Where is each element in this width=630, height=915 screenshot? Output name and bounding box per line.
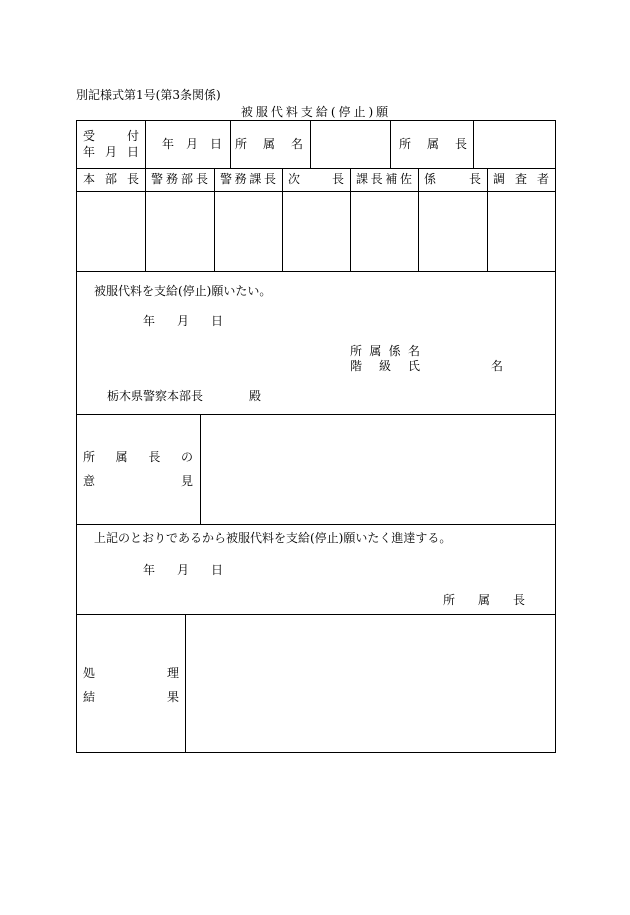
row-divider <box>77 271 555 272</box>
approval-header-jicho: 次 長 <box>288 172 344 186</box>
affiliation-name-label: 所 属 名 <box>235 137 303 151</box>
affiliation-head-label: 所 属 長 <box>399 137 467 151</box>
approval-header-keimubucho: 警 務 部 長 <box>151 172 208 186</box>
forwarding-date: 年 月 日 <box>143 563 223 577</box>
reception-label-line1: 受 付 <box>83 129 139 143</box>
col-divider <box>418 168 419 271</box>
col-divider <box>310 121 311 168</box>
form-number: 別記様式第1号(第3条関係) <box>76 88 221 102</box>
approval-header-kakaricho: 係 長 <box>424 172 481 186</box>
row-divider <box>77 414 555 415</box>
col-divider <box>230 121 231 168</box>
col-divider <box>390 121 391 168</box>
row-divider <box>77 524 555 525</box>
col-divider <box>185 614 186 752</box>
affiliation-dept-label: 所 属 係 名 <box>350 344 420 358</box>
col-divider <box>145 168 146 271</box>
opinion-label-line2: 意 見 <box>83 474 193 488</box>
col-divider <box>145 121 146 168</box>
row-divider <box>77 191 555 192</box>
col-divider <box>473 121 474 168</box>
rank-name-label: 階 級 氏 <box>350 359 420 373</box>
document-title: 被服代料支給(停止)願 <box>240 105 392 119</box>
addressee: 栃木県警察本部長 <box>107 389 204 403</box>
approval-header-honbucho: 本 部 長 <box>83 172 139 186</box>
honorific: 殿 <box>249 389 262 403</box>
reception-label-line2: 年 月 日 <box>83 145 139 159</box>
col-divider <box>282 168 283 271</box>
forwarding-head-label: 所 属 長 <box>443 593 525 607</box>
result-label-line2: 結 果 <box>83 690 179 704</box>
form-table <box>76 120 556 753</box>
reception-date: 年 月 日 <box>162 137 222 151</box>
name-suffix: 名 <box>491 359 504 373</box>
opinion-label-line1: 所 属 長 の <box>83 450 193 464</box>
request-date: 年 月 日 <box>143 314 223 328</box>
result-label-line1: 処 理 <box>83 666 179 680</box>
col-divider <box>350 168 351 271</box>
forwarding-statement: 上記のとおりであるから被服代料を支給(停止)願いたく進達する。 <box>94 531 452 545</box>
request-statement: 被服代料を支給(停止)願いたい。 <box>94 284 272 298</box>
col-divider <box>214 168 215 271</box>
approval-header-keimukacho: 警 務 課 長 <box>220 172 276 186</box>
col-divider <box>200 414 201 524</box>
approval-header-kachohosa: 課 長 補 佐 <box>356 172 412 186</box>
row-divider <box>77 168 555 169</box>
approval-header-chosasha: 調 査 者 <box>493 172 549 186</box>
col-divider <box>487 168 488 271</box>
row-divider <box>77 614 555 615</box>
